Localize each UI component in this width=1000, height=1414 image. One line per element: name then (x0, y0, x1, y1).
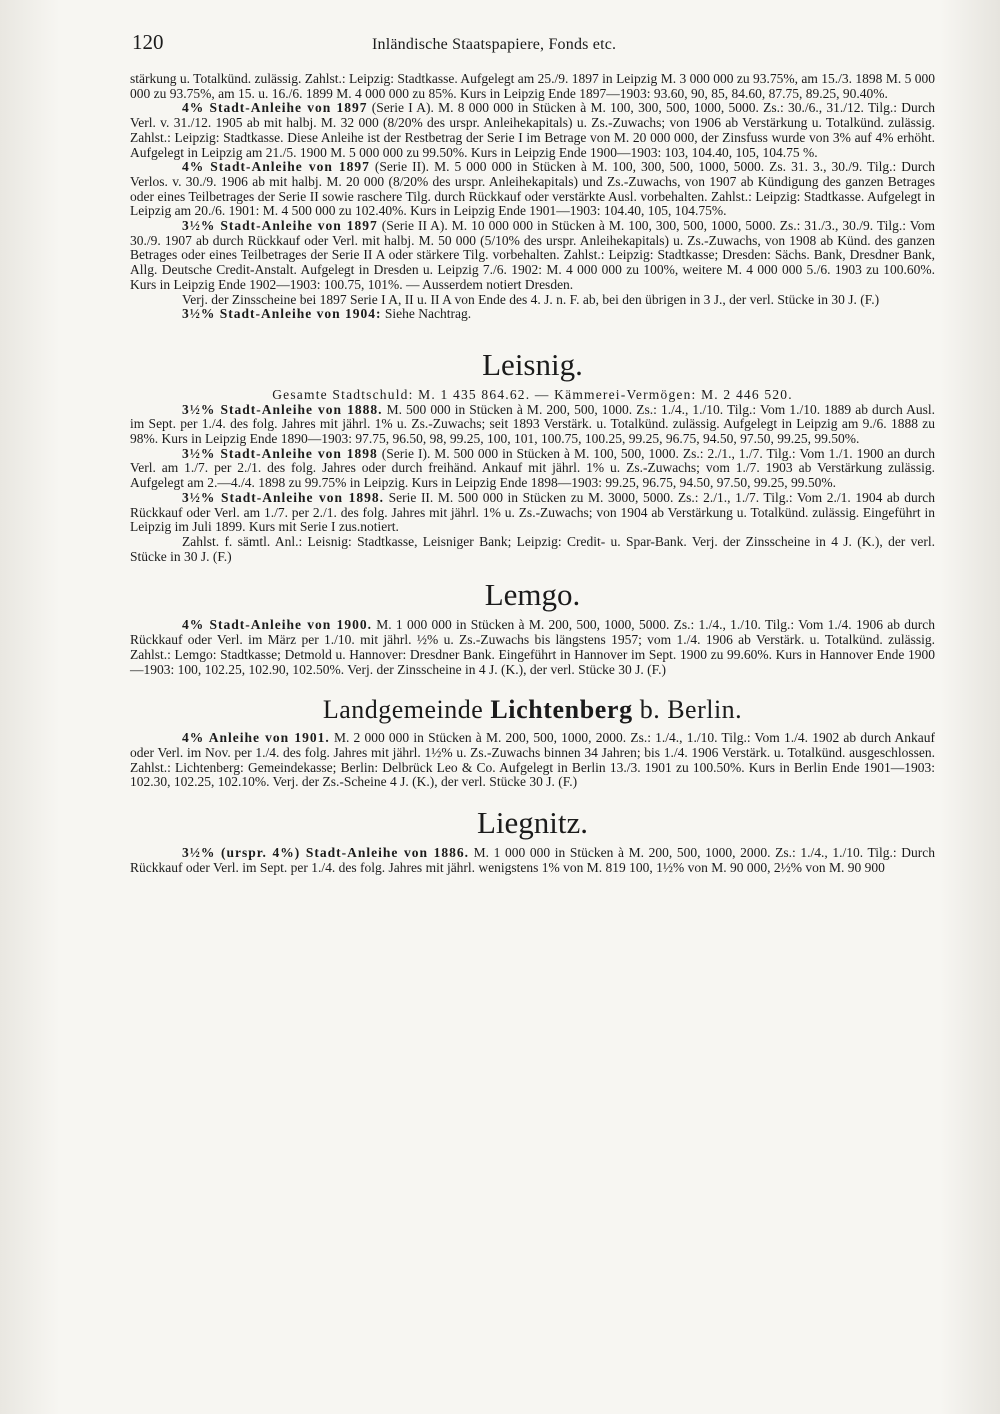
entry (130, 535, 935, 564)
entry-text: (Serie I). M. 500 000 in Stücken à M. 100, 500, 1000. Zs.: 2./1., 1./7. Tilg.: Vom 1./1. 1900 an durch Verl. am 1./7. per 2./1. des folg. Jahres oder durch freihänd. Ankauf mit jährl. 1% u. Zs.-Zuwachs; vom 1./7. 1903 ab Verstärkung zulässig. Aufgelegt am 2.—4./4. 1898 zu 99.75% in Leipzig. Kurs in Leipzig Ende 1898—1903: 99.25, 96.75, 94.50, 97.50, 99.25, 99.50%. (130, 445, 935, 491)
entry (130, 160, 935, 219)
entry (130, 219, 935, 293)
entry-lead: 4% Stadt-Anleihe von 1900. (182, 617, 372, 633)
debt-summary: Gesamte Stadtschuld: M. 1 435 864.62. — Kämmerei-Vermögen: M. 2 446 520. (272, 386, 793, 402)
entry (130, 618, 935, 677)
entry-text: Siehe Nachtrag. (381, 306, 472, 322)
city-heading-liegnitz: Liegnitz. (476, 805, 589, 841)
running-head: Inländische Staatspapiere, Fonds etc. (372, 36, 617, 53)
entry-text: Serie II. M. 500 000 in Stücken zu M. 3000, 5000. Zs.: 2./1., 1./7. Tilg.: Vom 2./1. 1904 ab durch Rückkauf oder Verl. am 1./7. per 2./1. des folg. Jahres mit jährl. 1% u. Zs.-Zuwachs; von 1904 ab Verstärkung u. Totalkünd. zulässig. Eingeführt in Leipzig im Juli 1899. Kurs mit Serie I zus.notiert. (130, 489, 935, 535)
entry-lead: 4% Stadt-Anleihe von 1897 (182, 159, 370, 175)
city-heading-lemgo: Lemgo. (484, 577, 581, 613)
entry-lead: 3½% (urspr. 4%) Stadt-Anleihe von 1886. (182, 845, 470, 861)
entry-text: M. 500 000 in Stücken à M. 200, 500, 1000. Zs.: 1./4., 1./10. Tilg.: Vom 1./10. 1889 ab durch Ausl. im Sept. per 1./4. des folg. Jahres mit jährl. 1% u. Zs.-Zuwachs; seit 1893 Verstärk. u. Totalkünd. zulässig. Aufgelegt in Leipzig am 9./6. 1888 zu 98%. Kurs in Leipzig Ende 1890—1903: 97.75, 96.50, 98, 99.25, 100, 101, 100.75, 100.25, 99.25, 96.75, 94.50, 97.50, 99.25, 99.50%. (130, 401, 936, 447)
entry-lead: 3½% Stadt-Anleihe von 1897 (182, 218, 378, 234)
entry (130, 846, 935, 875)
entry-text: (Serie II). M. 5 000 000 in Stücken à M. 100, 300, 500, 1000, 5000. Zs. 31. 3., 30./9. Tilg.: Durch Verlos. v. 30./9. 1906 ab mit halbj. M. 20 000 (8/20% des urspr. Anleihekapitals) und Zs.-Zuwachs, von 1907 ab Kündigung des ganzen Betrages oder eines Teilbetrages der Serie II sowie raschere Tilg. durch Rückkauf oder verstärkte Ausl. vorbehalten. Zahlst.: Leipzig: Stadtkasse. Aufgelegt in Leipzig am 20./6. 1901: M. 4 500 000 zu 102.40%. Kurs in Leipzig Ende 1901—1903: 104.40, 105, 104.75%. (130, 159, 935, 219)
entry-text: M. 2 000 000 in Stücken à M. 200, 500, 1000, 2000. Zs.: 1./4., 1./10. Tilg.: Vom 1./4. 1902 ab durch Ankauf oder Verl. im Nov. per 1./4. des folg. Jahres mit jährl. 1½% u. Zs.-Zuwachs binnen 34 Jahren; bis 1./4. 1906 Verstärk. u. Totalkünd. ausgeschlossen. Zahlst.: Lichtenberg: Gemeindekasse; Berlin: Delbrück Leo & Co. Aufgelegt in Berlin 13./3. 1901 zu 100.50%. Kurs in Berlin Ende 1901—1903: 102.30, 102.25, 102.10%. Verj. der Zs.-Scheine 4 J. (K.), der verl. Stücke 30 J. (F.) (130, 730, 936, 790)
entry-lead: 3½% Stadt-Anleihe von 1904: (182, 306, 382, 322)
entry-text: Zahlst. f. sämtl. Anl.: Leisnig: Stadtkasse, Leisniger Bank; Leipzig: Credit- u. Spar-Bank. Verj. der Zinsscheine in 4 J. (K.), der verl. Stücke in 30 J. (F.) (130, 533, 935, 564)
entry-lead: 3½% Stadt-Anleihe von 1898 (182, 445, 378, 461)
entry (130, 293, 935, 308)
city-name: Lichtenberg (490, 695, 633, 725)
city-prefix: Landgemeinde (322, 695, 491, 725)
entry-lead: 3½% Stadt-Anleihe von 1898. (182, 489, 385, 505)
page-number: 120 (132, 30, 164, 54)
entry-text: Verj. der Zinsscheine bei 1897 Serie I A, II u. II A von Ende des 4. J. n. F. ab, bei den übrigen in 3 J., der verl. Stücke in 30 J. (F.) (182, 291, 880, 307)
entry (130, 491, 935, 535)
entry-lead: 4% Stadt-Anleihe von 1897 (182, 100, 368, 116)
entry (130, 447, 935, 491)
entry-text: (Serie I A). M. 8 000 000 in Stücken à M. 100, 300, 500, 1000, 5000. Zs.: 30./6., 31./12. Tilg.: Durch Verl. v. 31./12. 1905 ab mit halbj. M. 32 000 (8/20% des urspr. Anleihekapitals) u. Zs.-Zuwachs; von 1906 ab Verstärkung u. Totalkünd. zulässig. Zahlst.: Leipzig: Stadtkasse. Diese Anleihe ist der Restbetrag der Serie I im Betrage von M. 20 000 000, der Zinsfuss wurde von 3% auf 4% erhöht. Aufgelegt in Leipzig am 21./5. 1900 M. 5 000 000 zu 99.50%. Kurs in Leipzig Ende 1900—1903: 103, 104.40, 105, 104.75 %. (130, 100, 935, 160)
city-heading-lichtenberg (130, 695, 935, 725)
city-heading-leisnig: Leisnig. (482, 346, 583, 382)
entry-lead: 4% Anleihe von 1901. (182, 730, 330, 746)
city-suffix: b. Berlin. (632, 695, 743, 725)
entry (130, 101, 935, 160)
entry-text: M. 1 000 000 in Stücken à M. 200, 500, 1000, 5000. Zs.: 1./4., 1./10. Tilg.: Vom 1./4. 1906 ab durch Rückkauf oder Verl. im März per 1./10. mit jährl. ½% u. Zs.-Zuwachs bis längstens 1957; vom 1./4. 1906 ab Verstärk. u. Totalkünd. zulässig. Zahlst.: Lemgo: Stadtkasse; Detmold u. Hannover: Dresdner Bank. Eingeführt in Hannover im Sept. 1900 zu 99.60%. Kurs in Hannover Ende 1900—1903: 100, 102.25, 102.90, 102.50%. Verj. der Zinsscheine in 4 J. (K.), der verl. Stücke 30 J. (F.) (130, 617, 935, 677)
page-body (130, 72, 935, 875)
entry-text: M. 1 000 000 in Stücken à M. 200, 500, 1000, 2000. Zs.: 1./4., 1./10. Tilg.: Durch Rückkauf oder Verl. im Sept. per 1./4. des folg. Jahres mit jährl. wenigstens 1% von M. 819 100, 1½% von M. 90 000, 2½% von M. 90 900 (130, 845, 935, 875)
entry-text: (Serie II A). M. 10 000 000 in Stücken à M. 100, 300, 500, 1000, 5000. Zs.: 31./3., 30./9. Tilg.: Vom 30./9. 1907 ab durch Rückkauf oder Verl. mit halbj. M. 50 000 (5/10% des urspr. Anleihekapitals) u. Zs.-Zuwachs, von 1908 ab Künd. des ganzen Betrages oder eines Teilbetrages der Serie II A oder stärkere Tilg. vorbehalten. Zahlst.: Leipzig: Stadtkasse; Dresden: Sächs. Bank, Dresdner Bank, Allg. Deutsche Credit-Anstalt. Aufgelegt in Dresden u. Leipzig 7./6. 1902: M. 4 000 000 zu 100%, weitere M. 4 000 000 5./6. 1903 zu 100.60%. Kurs in Leipzig Ende 1902—1903: 100.75, 101%. — Ausserdem notiert Dresden. (130, 218, 935, 292)
entry (130, 307, 935, 322)
entry-lead: 3½% Stadt-Anleihe von 1888. (182, 401, 383, 417)
entry (130, 731, 935, 790)
entry (130, 403, 935, 447)
continuation-paragraph: stärkung u. Totalkünd. zulässig. Zahlst.: Leipzig: Stadtkasse. Aufgelegt am 25./9. 1897 in Leipzig M. 3 000 000 zu 93.75%, am 15./3. 1898 M. 5 000 000 zu 93.75%, am 15. u. 16./6. 1899 M. 4 000 000 zu 85%. Kurs in Leipzig Ende 1897—1903: 93.60, 90, 85, 84.60, 87.75, 89.25, 90.40%. (130, 71, 935, 101)
